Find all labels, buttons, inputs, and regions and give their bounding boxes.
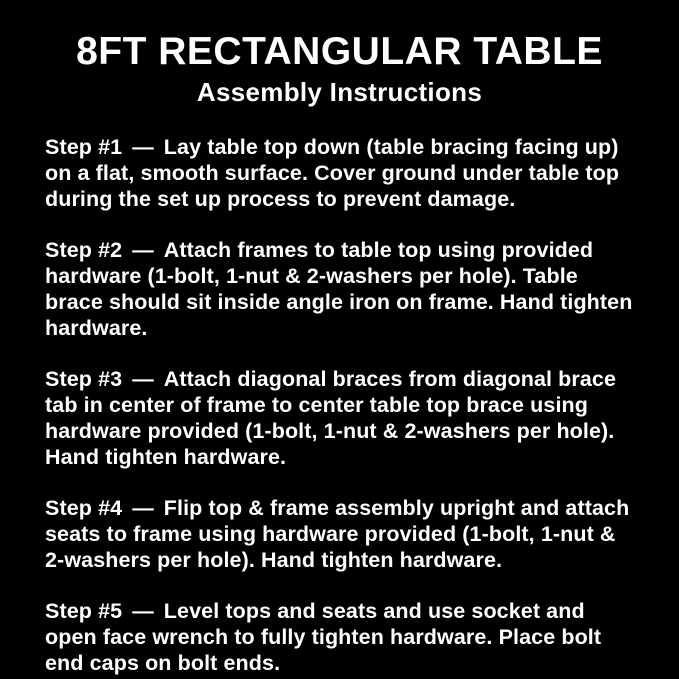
- step-text: Attach diagonal braces from diagonal brace tab in center of frame to center table top brace using hardware provided (1-bolt, 1-nut & 2-washers per hole). Hand tighten hardware.: [45, 367, 617, 470]
- page-subtitle: Assembly Instructions: [196, 76, 483, 107]
- step-label: Step #2: [45, 238, 123, 263]
- step-separator: —: [132, 367, 154, 392]
- step-label: Step #4: [45, 496, 123, 521]
- step-label: Step #5: [45, 599, 123, 624]
- step-paragraph-2: [45, 237, 634, 341]
- page-title: 8FT RECTANGULAR TABLE: [76, 30, 603, 73]
- step-paragraph-4: [45, 495, 634, 573]
- step-separator: —: [132, 599, 154, 624]
- steps-list: [45, 134, 634, 676]
- step-text: Attach frames to table top using provided hardware (1-bolt, 1-nut & 2-washers per hole). Table brace should sit inside angle iron on frame. Hand tighten hardware.: [45, 238, 633, 341]
- step-text: Level tops and seats and use socket and open face wrench to fully tighten hardware. Place bolt end caps on bolt ends.: [45, 599, 602, 676]
- step-separator: —: [132, 135, 154, 160]
- step-paragraph-5: [45, 598, 634, 676]
- step-label: Step #1: [45, 135, 123, 160]
- step-text: Lay table top down (table bracing facing up) on a flat, smooth surface. Cover ground under table top during the set up process to prevent damage.: [45, 135, 620, 212]
- step-text: Flip top & frame assembly upright and attach seats to frame using hardware provided (1-bolt, 1-nut & 2-washers per hole). Hand tighten hardware.: [45, 496, 630, 573]
- step-separator: —: [132, 238, 154, 263]
- step-paragraph-3: [45, 366, 634, 470]
- step-separator: —: [132, 496, 154, 521]
- step-paragraph-1: [45, 134, 634, 212]
- step-label: Step #3: [45, 367, 123, 392]
